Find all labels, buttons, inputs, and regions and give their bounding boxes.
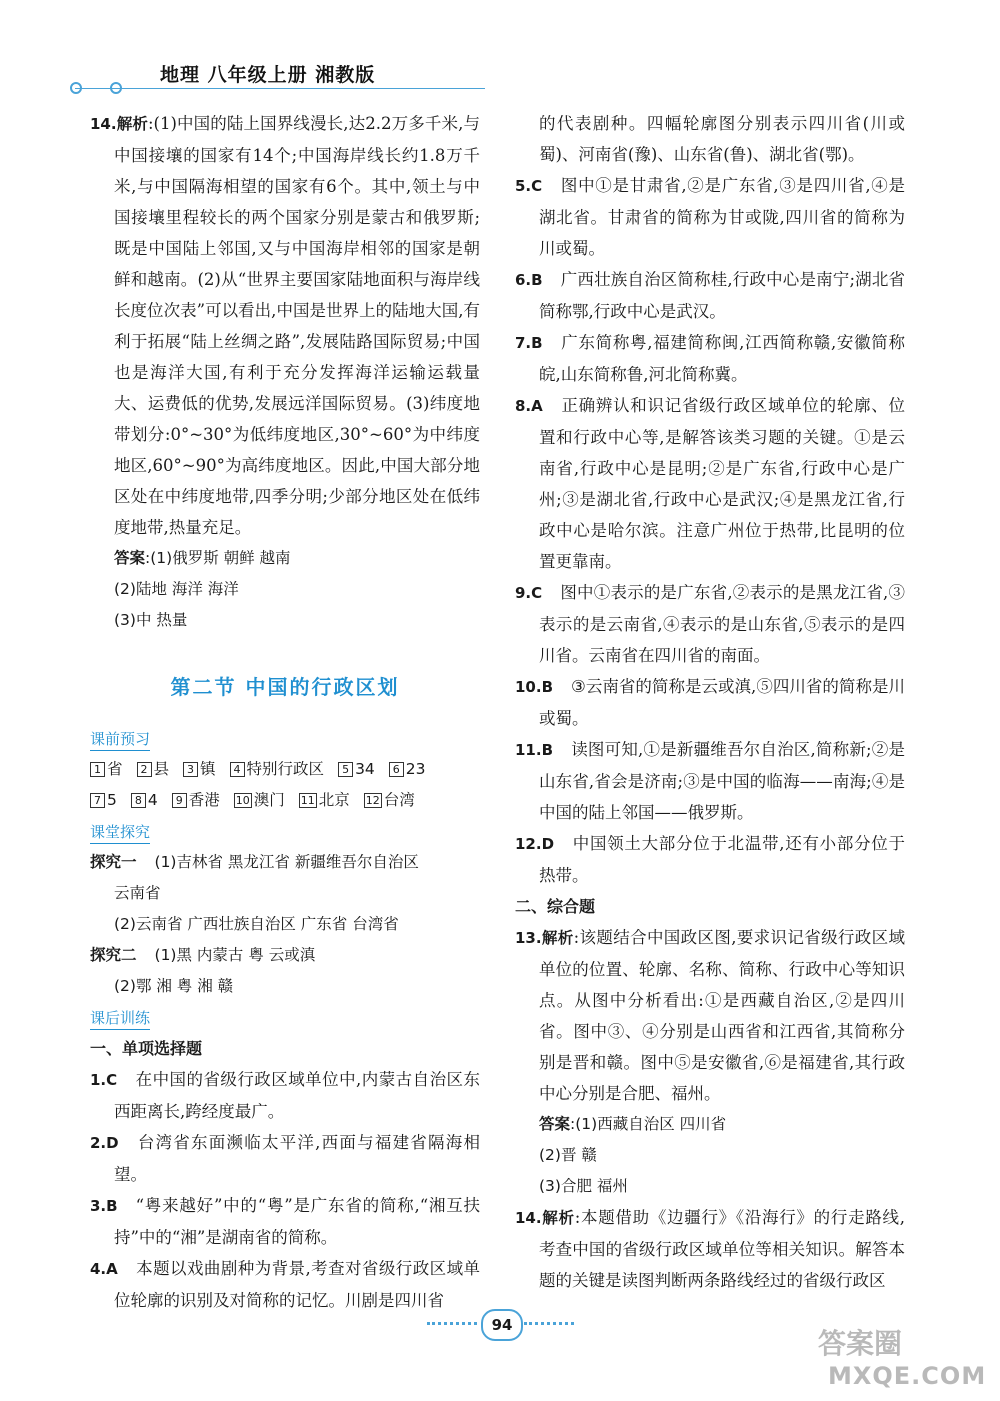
pre-item: 8 4 bbox=[131, 785, 158, 816]
part-heading: 一、单项选择题 bbox=[90, 1039, 203, 1058]
watermark-logo: 答案圈 bbox=[818, 1327, 903, 1360]
footer-dots bbox=[427, 1322, 477, 1325]
answer-item-3: 3.B “粤来越好”中的“粤”是广东省的简称,“湘互扶持”中的“湘”是湖南省的简称。 bbox=[90, 1196, 480, 1247]
answer-item-9: 9.C 图中①表示的是广东省,②表示的是黑龙江省,③表示的是云南省,④表示的是山东省,⑤表示的是四川省。云南省在四川省的南面。 bbox=[515, 583, 905, 665]
answer-item-14-right: 14.解析:本题借助《边疆行》《沿海行》的行走路线,考查中国的省级行政区域单位等相关知识。解答本题的关键是读图判断两条路线经过的省级行政区 bbox=[515, 1208, 905, 1290]
watermark-url: MXQE.COM bbox=[828, 1362, 987, 1390]
answer-item-1: 1.C 在中国的省级行政区域单位中,内蒙古自治区东西距离长,跨经度最广。 bbox=[90, 1070, 480, 1121]
explore-line: 探究二 (1)黑 内蒙古 粤 云或滇 bbox=[90, 946, 316, 964]
footer-dots bbox=[524, 1322, 574, 1325]
tag-after-class: 课后训练 bbox=[90, 1007, 150, 1030]
pre-item: 11 北京 bbox=[300, 791, 350, 809]
pre-item: 6 23 bbox=[389, 754, 426, 785]
answer-item-5: 5.C 图中①是甘肃省,②是广东省,③是四川省,④是湖北省。甘肃省的简称为甘或陇,四川省的简称为川或蜀。 bbox=[515, 176, 905, 258]
answer-line: (2)晋 赣 bbox=[539, 1146, 597, 1164]
answer-item-13: 13.解析:该题结合中国政区图,要求识记省级行政区域单位的位置、轮廓、名称、简称、行政中心等知识点。从图中分析看出:①是西藏自治区,②是四川省。图中③、④分别是山西省和江西省,其简称分别是晋和赣。图中⑤是安徽省,⑥是福建省,其行政中心分别是合肥、福州。 bbox=[515, 928, 905, 1103]
answer-item-7: 7.B 广东简称粤,福建简称闽,江西简称赣,安徽简称皖,山东简称鲁,河北简称冀。 bbox=[515, 333, 905, 384]
answer-item-12: 12.D 中国领土大部分位于北温带,还有小部分位于热带。 bbox=[515, 834, 905, 885]
pre-study-row bbox=[90, 754, 480, 785]
pre-item: 3 镇 bbox=[183, 754, 216, 785]
section-title: 第二节 中国的行政区划 bbox=[170, 675, 400, 699]
left-column bbox=[90, 108, 480, 1316]
answer-item-4-cont: 的代表剧种。四幅轮廓图分别表示四川省(川或蜀)、河南省(豫)、山东省(鲁)、湖北省(鄂)。 bbox=[539, 114, 905, 164]
answer-item-4: 4.A 本题以戏曲剧种为背景,考查对省级行政区域单位轮廓的识别及对简称的记忆。川剧是四川省 bbox=[90, 1259, 480, 1310]
explore-line: 探究一 (1)吉林省 黑龙江省 新疆维吾尔自治区 bbox=[90, 853, 419, 871]
pre-item: 2 县 bbox=[137, 754, 170, 785]
part-heading: 二、综合题 bbox=[515, 897, 596, 916]
answer-item-11: 11.B 读图可知,①是新疆维吾尔自治区,简称新;②是山东省,省会是济南;③是中国的临海——南海;④是中国的陆上邻国——俄罗斯。 bbox=[515, 740, 905, 822]
pre-study-row bbox=[90, 785, 480, 816]
pre-item: 7 5 bbox=[90, 785, 117, 816]
header-rule bbox=[75, 88, 485, 89]
explore-line: (2)云南省 广西壮族自治区 广东省 台湾省 bbox=[114, 915, 399, 933]
tag-class-explore: 课堂探究 bbox=[90, 821, 150, 844]
pre-item: 12 台湾 bbox=[365, 791, 415, 809]
tag-pre-study: 课前预习 bbox=[90, 728, 150, 751]
answer-item-14: 14.解析:(1)中国的陆上国界线漫长,达2.2万多千米,与中国接壤的国家有14个;中国海岸线长约1.8万千米,与中国隔海相望的国家有6个。其中,领土与中国接壤里程较长的两个国家分别是蒙古和俄罗斯;既是中国陆上邻国,又与中国海岸相邻的国家是朝鲜和越南。(2)从“世界主要国家陆地面积与海岸线长度位次表”可以看出,中国是世界上的陆地大国,有利于拓展“陆上丝绸之路”,发展陆路国际贸易;中国也是海洋大国,有利于充分发挥海洋运输运载量大、运费低的优势,发展远洋国际贸易。(3)纬度地带划分:0°~30°为低纬度地区,30°~60°为中纬度地区,60°~90°为高纬度地区。因此,中国大部分地区处在中纬度地带,四季分明;少部分地区处在低纬度地带,热量充足。 bbox=[90, 114, 480, 537]
explore-line: 云南省 bbox=[114, 884, 161, 902]
answer-line: (2)陆地 海洋 海洋 bbox=[114, 580, 239, 598]
page-number: 94 bbox=[481, 1309, 523, 1341]
header-title: 地理 八年级上册 湘教版 bbox=[160, 64, 376, 86]
answer-item-8: 8.A 正确辨认和识记省级行政区域单位的轮廓、位置和行政中心等,是解答该类习题的关键。①是云南省,行政中心是昆明;②是广东省,行政中心是广州;③是湖北省,行政中心是武汉;④是黑龙江省,行政中心是哈尔滨。注意广州位于热带,比昆明的位置更靠南。 bbox=[515, 396, 905, 571]
answer-line: 答案:(1)俄罗斯 朝鲜 越南 bbox=[114, 549, 291, 567]
pre-item: 10 澳门 bbox=[235, 791, 285, 809]
pre-item: 1 省 bbox=[90, 754, 123, 785]
answer-line: 答案:(1)西藏自治区 四川省 bbox=[539, 1115, 727, 1133]
pre-item: 9 香港 bbox=[172, 785, 220, 816]
answer-line: (3)合肥 福州 bbox=[539, 1177, 628, 1195]
answer-item-6: 6.B 广西壮族自治区简称桂,行政中心是南宁;湖北省简称鄂,行政中心是武汉。 bbox=[515, 270, 905, 321]
page-header bbox=[0, 0, 1000, 100]
answer-item-10: 10.B ③云南省的简称是云或滇,⑤四川省的简称是川或蜀。 bbox=[515, 677, 905, 728]
pre-item: 4 特别行政区 bbox=[230, 754, 325, 785]
right-column bbox=[515, 108, 905, 1296]
answer-line: (3)中 热量 bbox=[114, 611, 188, 629]
answer-item-2: 2.D 台湾省东面濒临太平洋,西面与福建省隔海相望。 bbox=[90, 1133, 480, 1184]
explore-line: (2)鄂 湘 粤 湘 赣 bbox=[114, 977, 234, 995]
pre-item: 5 34 bbox=[338, 754, 375, 785]
